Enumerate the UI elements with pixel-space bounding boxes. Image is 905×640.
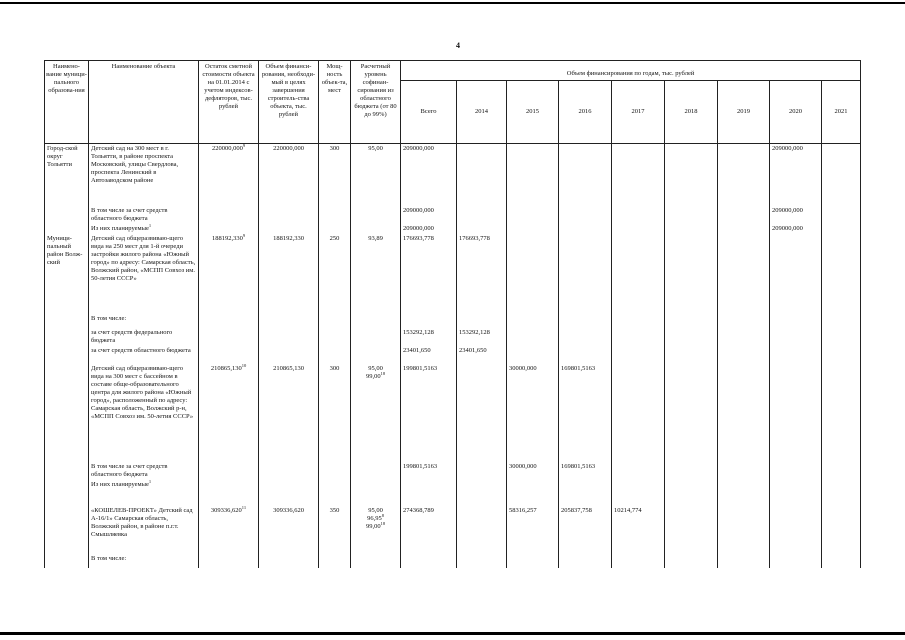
cell-year-2014-text: 23401,650 [459, 346, 487, 354]
cell-year-2017 [612, 224, 665, 234]
header-volume: Объем финанси-рования, необходи-мый в целях завершения строитель-ства объекта, тыс. рублей [259, 61, 319, 144]
cell-cofinancing [351, 234, 401, 314]
footnote-marker: 1 [148, 478, 152, 484]
header-year-2020: 2020 [770, 81, 822, 144]
cell-year-2014 [457, 328, 507, 346]
cell-municipality-text: Муници-пальный район Волж-ский [47, 234, 83, 266]
cell-year-2015 [507, 346, 559, 364]
cell-year-2017 [612, 314, 665, 328]
cell-year-2018 [665, 314, 718, 328]
cell-volume [259, 462, 319, 480]
cell-cofinancing [351, 364, 401, 462]
cell-year-2017 [612, 554, 665, 568]
cell-balance-text: 188192,330 [211, 234, 243, 242]
cell-object-text: В том числе: [91, 554, 127, 562]
table-row [45, 554, 861, 568]
cell-year-2017 [612, 328, 665, 346]
header-cofinancing: Расчетный уровень софинан-сирования из областного бюджета (от 80 до 99%) [351, 61, 401, 144]
footnote-marker: 18 [380, 520, 386, 526]
cell-year-2020 [770, 234, 822, 314]
footnote-marker: 9 [242, 142, 246, 148]
cell-year-2020 [770, 144, 822, 206]
cell-year-2019 [718, 314, 770, 328]
cell-year-total [401, 206, 457, 224]
cell-capacity-text: 350 [329, 506, 340, 514]
cell-year-2019 [718, 144, 770, 206]
cell-year-2015 [507, 554, 559, 568]
cell-year-2017 [612, 234, 665, 314]
cell-balance [199, 224, 259, 234]
footnote-marker: 10 [241, 362, 247, 368]
cell-balance [199, 346, 259, 364]
cell-year-2015-text: 58316,257 [509, 506, 537, 514]
cell-municipality [45, 480, 89, 506]
cell-capacity [319, 480, 351, 506]
cell-balance-text: 210865,130 [210, 364, 242, 372]
header-year-2018: 2018 [665, 81, 718, 144]
cell-year-2021 [822, 234, 861, 314]
header-balance: Остаток сметной стоимости объекта на 01.01.2014 с учетом индексов-дефляторов, тыс. рублей [199, 61, 259, 144]
header-year-2021: 2021 [822, 81, 861, 144]
cell-year-2016 [559, 506, 612, 554]
table-row [45, 206, 861, 224]
cell-year-2016-text: 205837,758 [561, 506, 592, 514]
cell-year-2015 [507, 364, 559, 462]
cell-year-2018 [665, 224, 718, 234]
cell-year-2020 [770, 314, 822, 328]
cell-volume [259, 506, 319, 554]
cell-year-2017 [612, 480, 665, 506]
cell-year-2018 [665, 364, 718, 462]
cell-year-2019 [718, 234, 770, 314]
cell-year-total [401, 328, 457, 346]
cell-balance [199, 144, 259, 206]
cell-year-2014-text: 176693,778 [459, 234, 490, 242]
cell-year-2015 [507, 234, 559, 314]
cell-year-2016 [559, 554, 612, 568]
table-row [45, 480, 861, 506]
cell-capacity [319, 346, 351, 364]
cell-year-2018 [665, 554, 718, 568]
cell-municipality [45, 554, 89, 568]
cell-year-2015 [507, 462, 559, 480]
cell-municipality [45, 328, 89, 346]
cell-object-text: В том числе: [91, 314, 127, 322]
table-row [45, 144, 861, 206]
cell-capacity-text: 250 [329, 234, 340, 242]
cell-capacity [319, 144, 351, 206]
cell-year-2020 [770, 346, 822, 364]
cell-year-2019 [718, 480, 770, 506]
cell-year-total [401, 554, 457, 568]
cell-year-2018 [665, 328, 718, 346]
table-row [45, 462, 861, 480]
cell-year-2019 [718, 224, 770, 234]
cell-volume-text: 309336,620 [273, 506, 304, 514]
footnote-marker: 11 [241, 504, 247, 510]
cell-object [89, 480, 199, 506]
cell-year-2016 [559, 144, 612, 206]
cell-year-2019 [718, 206, 770, 224]
cell-year-2020-text: 209000,000 [772, 206, 803, 214]
cell-object-text: В том числе за счет средств областного бюджета [91, 462, 168, 478]
cell-year-2020 [770, 462, 822, 480]
cell-year-2020 [770, 364, 822, 462]
cell-year-2018 [665, 480, 718, 506]
table-row [45, 364, 861, 462]
cell-year-2019 [718, 554, 770, 568]
cell-year-2020-text: 209000,000 [772, 224, 803, 232]
header-years-title: Объем финансирования по годам, тыс. рублей [401, 61, 861, 81]
cell-year-2017 [612, 144, 665, 206]
cell-volume [259, 480, 319, 506]
cell-year-total-text: 176693,778 [403, 234, 434, 242]
cell-volume [259, 314, 319, 328]
cell-year-2016-text: 169801,5163 [561, 364, 596, 372]
cell-year-2017 [612, 462, 665, 480]
cell-volume-text: 220000,000 [273, 145, 304, 152]
cell-balance [199, 554, 259, 568]
cell-year-2020 [770, 224, 822, 234]
cell-balance [199, 480, 259, 506]
cell-year-2017 [612, 346, 665, 364]
cell-year-2015 [507, 328, 559, 346]
cell-year-2016 [559, 224, 612, 234]
cell-year-2014 [457, 462, 507, 480]
cell-object-text: В том числе за счет средств областного бюджета [91, 206, 168, 222]
cell-volume [259, 234, 319, 314]
cell-object [89, 346, 199, 364]
footnote-marker: 1 [148, 222, 152, 228]
footnote-marker: 8 [381, 512, 384, 518]
cell-year-2014 [457, 224, 507, 234]
cell-year-2016 [559, 234, 612, 314]
cell-year-total-text: 209000,000 [403, 206, 434, 214]
cell-year-2017 [612, 506, 665, 554]
cell-volume [259, 554, 319, 568]
cell-year-2021 [822, 554, 861, 568]
cell-municipality [45, 206, 89, 224]
header-year-total: Всего [401, 81, 457, 144]
cell-object-text: за счет средств федерального бюджета [91, 328, 173, 344]
table-row [45, 346, 861, 364]
cell-year-2021 [822, 506, 861, 554]
cell-object-text: Детский сад общеразвиваю-щего вида на 300 мест с бассейном в составе обще-образовательного центра для жилого района «Южный город», расположенный по адресу: Самарская область, Волжский р-н, «МСПП Совхоз им. 50-летия СССР» [91, 364, 194, 420]
cell-year-2016 [559, 314, 612, 328]
cell-year-2015 [507, 480, 559, 506]
cell-year-total-text: 199801,5163 [403, 462, 438, 470]
cell-object [89, 206, 199, 224]
cell-municipality [45, 346, 89, 364]
header-object: Наименование объекта [89, 61, 199, 144]
cell-cofinancing-text: 93,89 [368, 234, 383, 242]
cell-cofinancing [351, 206, 401, 224]
cell-year-2018 [665, 346, 718, 364]
cell-year-2015-text: 30000,000 [509, 364, 537, 372]
cell-cofinancing [351, 506, 401, 554]
cofinancing-extra: 96,95 [367, 514, 382, 522]
cell-year-total [401, 506, 457, 554]
cell-year-total-text: 274368,789 [403, 506, 434, 514]
cell-municipality [45, 462, 89, 480]
cell-municipality [45, 224, 89, 234]
cell-year-2018 [665, 206, 718, 224]
cell-cofinancing [351, 554, 401, 568]
cell-year-2014 [457, 364, 507, 462]
cell-year-2021 [822, 144, 861, 206]
cell-year-total-text: 23401,650 [403, 346, 431, 354]
cell-volume [259, 206, 319, 224]
cell-object [89, 554, 199, 568]
cell-year-2015 [507, 314, 559, 328]
cell-year-2015 [507, 206, 559, 224]
cell-municipality [45, 234, 89, 314]
cell-year-total [401, 346, 457, 364]
cell-object [89, 328, 199, 346]
cell-year-total [401, 364, 457, 462]
cell-year-2019 [718, 328, 770, 346]
cell-year-2016 [559, 480, 612, 506]
cell-year-2021 [822, 480, 861, 506]
cell-year-2014-text: 153292,128 [459, 328, 490, 336]
cell-year-total-text: 209000,000 [403, 224, 434, 232]
cell-cofinancing [351, 346, 401, 364]
cell-year-2021 [822, 328, 861, 346]
cell-year-2018 [665, 144, 718, 206]
cell-balance [199, 462, 259, 480]
cell-balance [199, 206, 259, 224]
cell-cofinancing [351, 144, 401, 206]
header-municipality: Наимено-вание муници-пального образова-ния [45, 61, 89, 144]
table-row [45, 506, 861, 554]
cofinancing-extra: 99,00 [365, 372, 381, 380]
cell-balance-text: 309336,620 [210, 506, 242, 514]
cell-municipality [45, 506, 89, 554]
cell-year-2016 [559, 462, 612, 480]
cell-volume [259, 364, 319, 462]
cell-object-text: за счет средств областного бюджета [91, 346, 191, 354]
cell-cofinancing [351, 480, 401, 506]
cell-year-2016 [559, 346, 612, 364]
header-capacity: Мощ-ность объек-та, мест [319, 61, 351, 144]
cell-balance [199, 364, 259, 462]
cell-year-2020-text: 209000,000 [772, 145, 803, 152]
page-number: 4 [456, 41, 460, 50]
cell-cofinancing [351, 462, 401, 480]
cell-year-2021 [822, 314, 861, 328]
cell-object [89, 364, 199, 462]
financing-table [44, 60, 861, 568]
cell-year-2018 [665, 506, 718, 554]
cofinancing-extra: 99,00 [365, 522, 381, 530]
cell-cofinancing [351, 328, 401, 346]
cell-volume [259, 224, 319, 234]
cell-year-2016-text: 169801,5163 [561, 462, 596, 470]
cell-capacity-text: 300 [329, 145, 340, 152]
cell-volume-text: 210865,130 [273, 364, 304, 372]
cell-capacity [319, 462, 351, 480]
cell-year-2020 [770, 328, 822, 346]
cell-capacity [319, 224, 351, 234]
cell-year-total [401, 224, 457, 234]
cell-object [89, 314, 199, 328]
cell-capacity [319, 554, 351, 568]
cell-object-text: Из них планируемые [91, 224, 149, 232]
cell-year-2019 [718, 506, 770, 554]
footnote-marker: 9 [242, 232, 246, 238]
cell-cofinancing-text: 95,00 [368, 145, 383, 152]
cell-year-2021 [822, 364, 861, 462]
cell-year-2019 [718, 364, 770, 462]
cell-object [89, 144, 199, 206]
cell-year-2014 [457, 554, 507, 568]
cell-year-2015 [507, 144, 559, 206]
cell-year-2015 [507, 224, 559, 234]
cell-year-2017-text: 10214,774 [614, 506, 642, 514]
cell-cofinancing-text: 95,00 [368, 364, 383, 372]
bottom-rule [0, 632, 905, 635]
cell-year-total [401, 314, 457, 328]
cell-municipality [45, 144, 89, 206]
cell-capacity [319, 206, 351, 224]
table-row [45, 234, 861, 314]
cell-capacity-text: 300 [329, 364, 340, 372]
cell-cofinancing [351, 314, 401, 328]
cell-balance [199, 314, 259, 328]
cell-year-2014 [457, 346, 507, 364]
cell-year-2015 [507, 506, 559, 554]
cell-year-2019 [718, 462, 770, 480]
cell-object-text: Детский сад на 300 мест в г. Тольятти, в районе проспекта Московский, улицы Свердлова, проспекта Ленинский в Автозаводском районе [91, 145, 179, 184]
cell-year-total-text: 199801,5163 [403, 364, 438, 372]
cell-year-2016 [559, 364, 612, 462]
cell-capacity [319, 314, 351, 328]
cell-municipality [45, 314, 89, 328]
header-year-2017: 2017 [612, 81, 665, 144]
cell-year-2014 [457, 144, 507, 206]
cell-year-2020 [770, 480, 822, 506]
cell-capacity [319, 328, 351, 346]
cell-object-text: «КОШЕЛЕВ-ПРОЕКТ» Детский сад А-16/1» Самарская область, Волжский район, в районе п.г.т. Смышляевка [91, 506, 193, 538]
cell-year-2018 [665, 234, 718, 314]
cell-year-2014 [457, 234, 507, 314]
top-rule [0, 2, 905, 4]
cell-year-2017 [612, 206, 665, 224]
cell-year-2021 [822, 462, 861, 480]
cell-year-2020 [770, 506, 822, 554]
cell-year-total-text: 209000,000 [403, 145, 434, 152]
cell-year-2014 [457, 206, 507, 224]
cell-capacity [319, 364, 351, 462]
cell-volume [259, 346, 319, 364]
cell-volume [259, 144, 319, 206]
cell-year-total-text: 153292,128 [403, 328, 434, 336]
cell-cofinancing [351, 224, 401, 234]
cell-balance-text: 220000,000 [211, 145, 243, 152]
cell-year-2017 [612, 364, 665, 462]
cell-municipality [45, 364, 89, 462]
cell-capacity [319, 506, 351, 554]
cell-object-text: Детский сад общеразвиваю-щего вида на 250 мест для 1-й очереди застройки жилого района «Южный город» по адресу: Самарская область, Волжский район, «МСПП Совхоз им. 50-летия СССР» [91, 234, 196, 282]
header-year-2019: 2019 [718, 81, 770, 144]
cell-cofinancing-text: 95,00 [368, 506, 383, 514]
cell-municipality-text: Город-ской округ Тольятти [47, 145, 78, 168]
table-row [45, 224, 861, 234]
cell-year-2014 [457, 480, 507, 506]
cell-year-2020 [770, 554, 822, 568]
header-year-2016: 2016 [559, 81, 612, 144]
cell-year-2014 [457, 314, 507, 328]
cell-year-2016 [559, 328, 612, 346]
cell-year-total [401, 234, 457, 314]
header-year-2015: 2015 [507, 81, 559, 144]
table-row [45, 314, 861, 328]
header-year-2014: 2014 [457, 81, 507, 144]
cell-year-2015-text: 30000,000 [509, 462, 537, 470]
cell-year-2021 [822, 206, 861, 224]
cell-balance [199, 234, 259, 314]
cell-object [89, 506, 199, 554]
cell-balance [199, 506, 259, 554]
cell-balance [199, 328, 259, 346]
cell-year-total [401, 480, 457, 506]
cell-year-2019 [718, 346, 770, 364]
cell-object-text: Из них планируемые [91, 480, 149, 488]
cell-year-total [401, 462, 457, 480]
cell-year-2020 [770, 206, 822, 224]
cell-year-2018 [665, 462, 718, 480]
cell-capacity [319, 234, 351, 314]
cell-year-2014 [457, 506, 507, 554]
cell-year-total [401, 144, 457, 206]
cell-year-2016 [559, 206, 612, 224]
footnote-marker: 18 [380, 370, 386, 376]
cell-object [89, 224, 199, 234]
cell-object [89, 234, 199, 314]
cell-year-2021 [822, 224, 861, 234]
table-row [45, 328, 861, 346]
cell-object [89, 462, 199, 480]
cell-volume-text: 188192,330 [273, 234, 304, 242]
cell-volume [259, 328, 319, 346]
cell-year-2021 [822, 346, 861, 364]
